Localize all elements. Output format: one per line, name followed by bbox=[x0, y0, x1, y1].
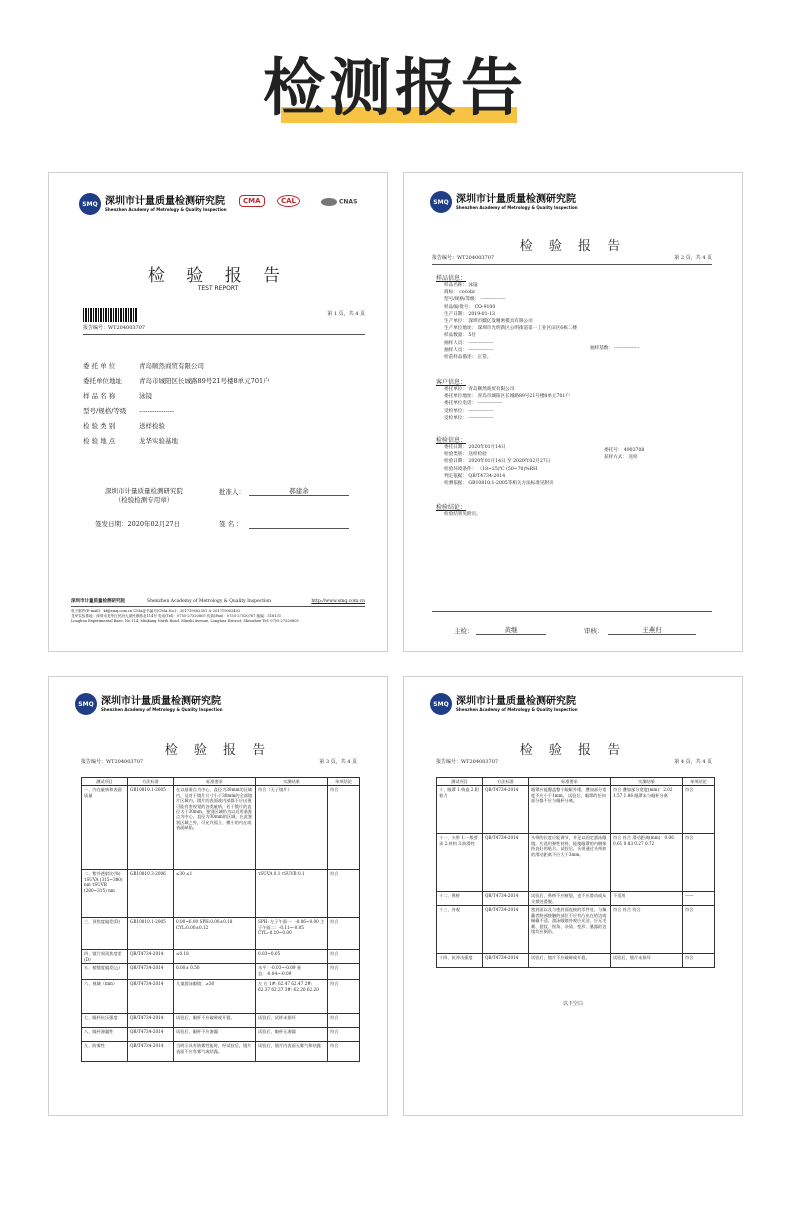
org-logo: SMQ 深圳市计量质量检测研究院 Shenzhen Academy of Metrology & Quality Inspection bbox=[430, 693, 578, 715]
results-table bbox=[81, 777, 360, 1062]
reviewer-label: 审核： bbox=[584, 627, 604, 635]
client-info-section: 客户信息： 委托单位： 青岛顺然商贸有限公司 委托单位地址： 青岛市城阳区长城路89号21号楼8单元701户 委托单位电话： ---------------- 受检单位： ---------------- 受检单位： ---------------- bbox=[436, 379, 570, 421]
table-row: 六、视域（mm） QB/T4734-2014 儿童游泳眼镜：≥30 左 右 1#: 62.47 62.47 2#: 62.37 62.37 3#: 62.20 62.20 符合 bbox=[82, 980, 360, 1014]
table-row: 一、内在疵病和表面质量 GB10810.1-2005 在以基准点为中心、直径为30mm的区域内，及对于镜片尺寸小于30mm的全部镜片区域内，镜片的表面或内部都不应出现可能有害视觉的各类疵病，若于镜片的直径大于30mm，鉴别区域仍为以近用基准点为中心，直径为30mm的区域，在此鉴别区域之外，可允许孤立、微小的内在或表面缺陷。 符合（无子镜片） 符合 bbox=[82, 786, 360, 870]
smq-logo-icon: SMQ bbox=[430, 191, 452, 213]
cal-mark-icon: CAL bbox=[277, 195, 300, 207]
approver-signature: 郝建余 bbox=[249, 486, 349, 496]
test-info-right: 委托号： 4903708 获样方式： 送样 bbox=[604, 448, 645, 461]
footer-url: http://www.smq.com.cn bbox=[311, 599, 365, 604]
report-page-4 bbox=[403, 676, 743, 1116]
org-logo: SMQ 深圳市计量质量检测研究院 Shenzhen Academy of Metrology & Quality Inspection bbox=[75, 693, 223, 715]
table-row: 十二、鼻桥 QB/T4734-2014 试验后，鼻桥不应断裂，也不应滑动或从支撑处滑脱。 不适用 —— bbox=[437, 892, 715, 906]
table-row: 二、紫外透射比(%) τSUVA (315~380) nm τSUVB (280~315) nm GB10810.3-2006 ≤30 ≤1 τSUVA 0.1 τSUVB 0.1 符合 bbox=[82, 870, 360, 918]
sign-date: 签发日期：2020年02月27日 bbox=[95, 520, 181, 528]
smq-logo-icon: SMQ bbox=[430, 693, 452, 715]
report-number: 报告编号：WT204003707 bbox=[83, 325, 146, 331]
barcode-icon bbox=[83, 308, 137, 322]
table-row: 十三、外观 QB/T4734-2014 密封面以及与密封面连接的零件处，与佩戴者脸部接触的部位不应有凸出在的边或佩戴不适。游泳眼镜外观应光洁，应无毛刺、裂纹、锐角、杂质、变形、暴露的边缘均应倒角。 符合 符合 符合 符合 bbox=[437, 906, 715, 954]
sign-label: 签 名 ： bbox=[219, 520, 243, 528]
table-row: 八、眼杯渗漏性 QB/T4734-2014 试验后，眼杯不应渗漏 试验后，眼杯无渗漏 符合 bbox=[82, 1028, 360, 1042]
table-row: 四、镜片间顶焦度差(D) QB/T4734-2014 ≤0.18 0.03~0.05 符合 bbox=[82, 950, 360, 964]
signer-signature: 黄继 bbox=[476, 625, 546, 635]
page-number: 第 3 页，共 4 页 bbox=[319, 759, 357, 765]
org-logo bbox=[79, 193, 227, 215]
report-title-cn: 检 验 报 告 bbox=[519, 743, 627, 758]
org-name-en: Shenzhen Academy of Metrology & Quality Inspection bbox=[105, 206, 227, 212]
table-row: 十一、头带 1.一般要求 2.材料 3.防滑性 QB/T4734-2014 头带的长度应能调节，并足以固定游泳眼镜。应选用弹性材料，能使眼罩的内侧保持良好的贴合。试验后，头带通过头带扣的滑动距离不应大于3mm。 符合 符合 滑动距离(mm)：0.06 0.61 0.83 0.27 0.72 符合 bbox=[437, 834, 715, 892]
sample-base: 抽样基数： ---------------- bbox=[590, 346, 640, 351]
report-title-cn: 检 验 报 告 bbox=[519, 239, 627, 254]
signer-label: 主检： bbox=[454, 627, 474, 635]
report-title-cn: 检 验 报 告 bbox=[164, 743, 272, 758]
footer-org-en: Shenzhen Academy of Metrology & Quality Inspection bbox=[147, 599, 272, 604]
report-title-cn: 检 验 报 告 bbox=[147, 266, 289, 286]
org-logo: SMQ 深圳市计量质量检测研究院 Shenzhen Academy of Metrology & Quality Inspection bbox=[430, 191, 578, 213]
page-title bbox=[263, 38, 527, 127]
page-number: 第 2 页，共 4 页 bbox=[674, 255, 712, 261]
results-table bbox=[436, 777, 715, 968]
table-row: 三、顶焦度偏差(D) GB10810.1-2005 0.00~6.00 SPH:0.00±0.18 CYL:0.00±0.12 SPH: 左子午面一：-0.06~0.00 主子午面二：-0.11~-0.05 CYL:-0.10~0.00 符合 bbox=[82, 918, 360, 950]
footer-org-cn: 深圳市计量质量检测研究院 bbox=[71, 599, 125, 604]
end-note: 以下空白 bbox=[562, 1001, 583, 1007]
smq-logo-icon: SMQ bbox=[75, 693, 97, 715]
cnas-mark-icon: CNAS bbox=[321, 198, 357, 206]
sample-info-section: 样品信息： 样品名称： 泳镜 商标： cocolic 型号/规格/等级： ---------------- 样品编/批号： CO-9100 生产日期： 2019-01-13 生产单位： 深圳市麒亿发精密模具有限公司 生产单位地址： 深圳市光明新区公明街道第一工业区田区6栋二楼 样品数量： 5付 抽样人员： ---------------- 抽样人员： ---------------- 检前样品描述： 正常。 bbox=[436, 275, 578, 361]
report-number: 报告编号：WT204003707 bbox=[436, 759, 499, 765]
table-header-row: 测试项目 方法标准 标准要求 实测结果 单项结论 bbox=[82, 778, 360, 786]
report-number: 报告编号：WT204003707 bbox=[432, 255, 495, 261]
seal-block: 深圳市计量质量检测研究院 （检验检测专用章） bbox=[105, 487, 183, 504]
table-header-row: 测试项目 方法标准 标准要求 实测结果 单项结论 bbox=[437, 778, 715, 786]
page-number: 第 4 页，共 4 页 bbox=[674, 759, 712, 765]
table-row: 七、眼杯抗压强度 QB/T4734-2014 试验后，眼杯不应破碎或开裂。 试验后，试样未损坏 符合 bbox=[82, 1014, 360, 1028]
reviewer-signature: 王燕归 bbox=[608, 625, 696, 635]
report-number: 报告编号：WT204003707 bbox=[81, 759, 144, 765]
report-page-2 bbox=[403, 172, 743, 652]
report-title-en: TEST REPORT bbox=[197, 285, 239, 292]
page-title-text: 检测报告 bbox=[262, 51, 527, 124]
report-page-1 bbox=[48, 172, 388, 652]
org-name-cn: 深圳市计量质量检测研究院 bbox=[105, 195, 225, 207]
table-row: 九、防雾性 QB/T4734-2014 当明示具有防雾性能时，经试验后，镜片表面不应有雾气或结露。 试验后，镜片内表面无雾气和结露 符合 bbox=[82, 1042, 360, 1062]
client-fields: 委 托 单 位 青岛顺然商贸有限公司 委托单位地址 青岛市城阳区长城路89号21号楼8单元701户 样 品 名 称 泳镜 型号/规格/等级 ---------------- 检 验 类 别 送样检验 检 验 地 点 龙华实验基地 bbox=[83, 362, 270, 445]
page-number: 第 1 页，共 4 页 bbox=[327, 311, 365, 317]
footer-contact: 电子邮件(E-mail)：kf@smq.com.cn CMA证书编号(CMA No.)：201719002301 & 201719002402 龙华实验基地：深圳市龙华区民治大道民康路北114号 电话(Tel)：0755-27520805 传真(Fax)：0755-27520767 邮编：518131 Longhua Experimental Base: No.114, Minkang North Road, Minzhi Avenue, Longhua District, Shenzhen Tel: 0755-27520805 bbox=[71, 609, 299, 623]
conclusion-section: 检验结论： 检验结果见附页。 bbox=[436, 504, 481, 517]
smq-logo-icon: SMQ bbox=[79, 193, 101, 215]
table-row: 五、棱镜度偏差(△) QB/T4734-2014 0.00± 0.50 水平：-0.03~-0.09 垂直：-0.04~-0.09 符合 bbox=[82, 964, 360, 980]
table-row: 十四、抗冲击强度 QB/T4734-2014 试验后，镜片不应破碎或开裂。 试验后，镜片未损坏 符合 bbox=[437, 954, 715, 968]
cma-mark-icon: CMA bbox=[239, 195, 265, 207]
report-page-3 bbox=[48, 676, 388, 1116]
table-row: 十、眼罩 1.构造 2.附着力 QB/T4734-2014 眼罩应能覆盖整个眼眶外缘，叠加部分宽度不应小于1mm。 试验后，眼罩的任何部分都不应与眼杯分离。 符合 叠加部分宽度(mm)：2.02 1.57 1.86 眼罩未与眼杯分离 符合 bbox=[437, 786, 715, 834]
test-info-section: 检验信息： 委托日期： 2020年01月14日 检验类别： 送样检验 检验日期： 2020年01月14日 至 2020年02月27日 检验环境条件： （18~25)℃ (50~70)%RH 判定依据： QB/T4734-2014 检测依据： GB10810.1-2005等相关方法标准见附页 bbox=[436, 437, 554, 487]
approver-label: 批准人： bbox=[219, 488, 245, 496]
